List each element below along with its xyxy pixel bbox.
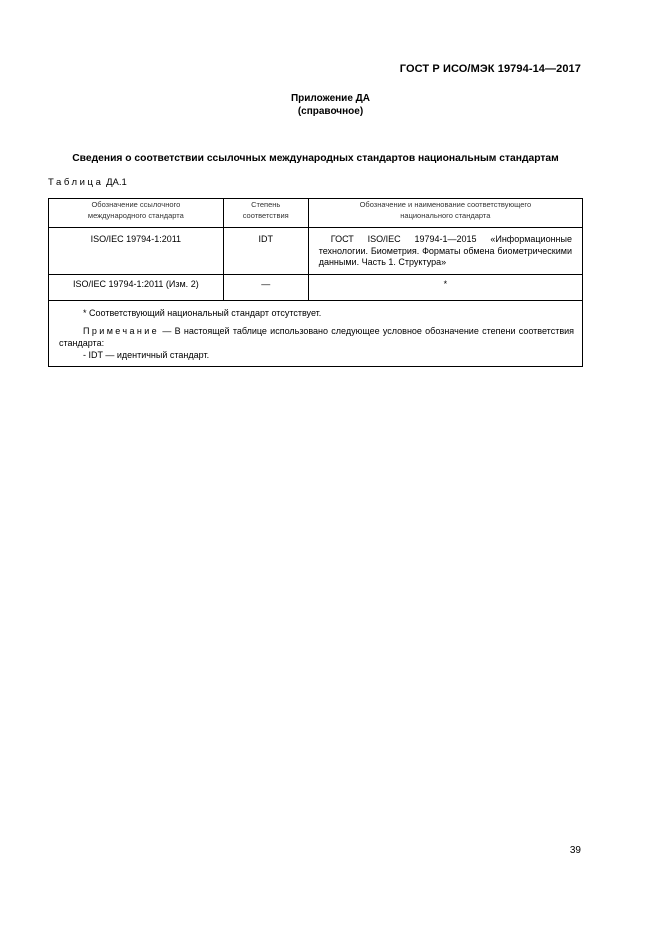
table-label-number: ДА.1 [106, 177, 127, 188]
correspondence-table [48, 198, 583, 367]
table-header-row [49, 199, 583, 228]
annex-subtitle: (справочное) [297, 106, 364, 117]
header-national-standard: Обозначение и наименование соответствующего национального стандарта [308, 199, 582, 228]
header-degree: Степень соответствия [223, 199, 308, 228]
note-list-item: - IDT — идентичный стандарт. [83, 350, 210, 360]
cell-degree: IDT [223, 228, 308, 275]
cell-intl-standard: ISO/IEC 19794-1:2011 (Изм. 2) [49, 275, 224, 301]
section-title: Сведения о соответствии ссылочных международных стандартов национальным стандартам [72, 153, 559, 164]
table-label-word: Таблица [48, 177, 104, 188]
cell-national-standard: * [308, 275, 582, 301]
page-number: 39 [569, 845, 581, 856]
table-footnote: * Соответствующий национальный стандарт отсутствует. [83, 308, 322, 318]
cell-national-standard: ГОСТ ISO/IEC 19794-1—2015 «Информационные технологии. Биометрия. Форматы обмена биометрическими данными. Часть 1. Структура» [308, 228, 582, 275]
note-label: Примечание [83, 326, 160, 336]
note-text: — В настоящей таблице использовано следующее условное обозначение степени соответствия стандарта: [59, 326, 574, 348]
table-note [59, 325, 574, 349]
annex-heading [0, 92, 661, 118]
annex-title: Приложение ДА [290, 93, 371, 104]
header-intl-standard: Обозначение ссылочного международного стандарта [49, 199, 224, 228]
table-footer [49, 301, 583, 367]
table-footer-row [49, 301, 583, 367]
table-label [48, 177, 127, 188]
document-code: ГОСТ Р ИСО/МЭК 19794-14—2017 [399, 63, 581, 75]
cell-intl-standard: ISO/IEC 19794-1:2011 [49, 228, 224, 275]
cell-degree: — [223, 275, 308, 301]
table-row [49, 275, 583, 301]
table-row [49, 228, 583, 275]
